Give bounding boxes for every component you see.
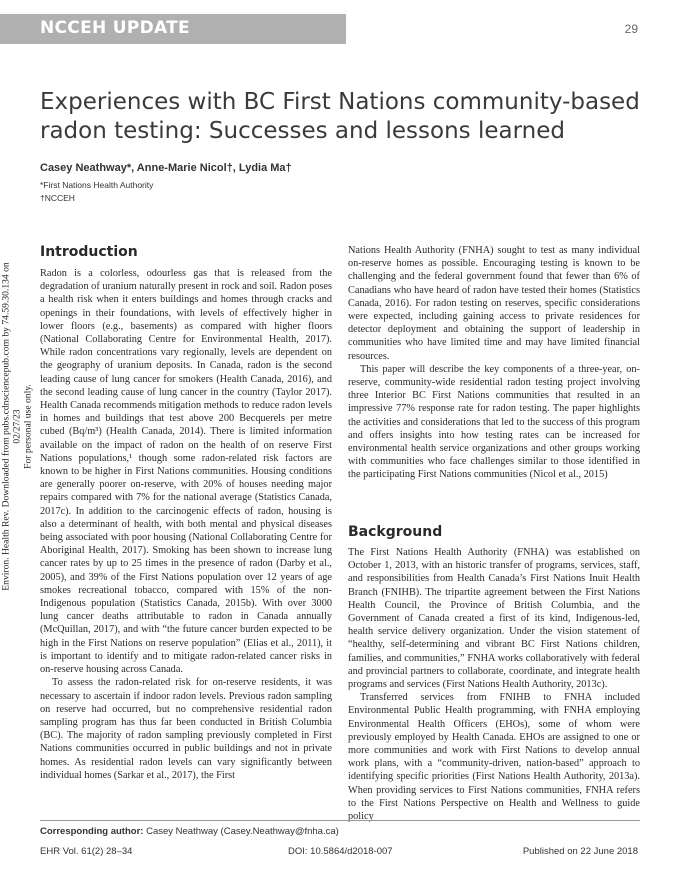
section-banner: [0, 14, 346, 44]
doi: DOI: 10.5864/d2018-007: [288, 846, 393, 857]
paragraph: Transferred services from FNIHB to FNHA included Environmental Public Health programming, with FNHA employing Environmental Health Officers (EHOs), some of whom were previously employed by Health Canada. EHOs are assigned to one or more communities and work with First Nations to develop annual work plans, with a “community-driven, nation-based” approach to identifying specific priorities (First Nations Health Authority, 2013a). When providing services to First Nations communities, FNHA refers to the First Nations Perspective on Health and Wellness to guide policy: [348, 692, 640, 823]
paragraph: Nations Health Authority (FNHA) sought to test as many individual on-reserve homes as possible. Encouraging testing is known to be challenging and the federal government found that fewer than 6% of Canadians who have heard of radon have tested their homes (Statistics Canada, 2016). For radon testing on reserves, specific considerations were expected, including gaining access to private residences for detector deployment and obtaining the support of leadership in communities who have limited time and may have limited financial resources.: [348, 245, 640, 362]
corresponding-author-contact: Casey Neathway (Casey.Neathway@fnha.ca): [146, 826, 339, 837]
right-column-top: [348, 244, 640, 482]
page-number: 29: [624, 22, 638, 36]
corresponding-author-label: Corresponding author:: [40, 826, 144, 837]
corresponding-author: [40, 826, 640, 837]
publication-date: Published on 22 June 2018: [522, 846, 638, 857]
affiliation: †NCCEH: [40, 193, 75, 203]
banner-label: NCCEH UPDATE: [40, 18, 190, 38]
right-column-bottom: [348, 546, 640, 823]
section-heading-introduction: Introduction: [40, 244, 138, 260]
affiliation: *First Nations Health Authority: [40, 180, 154, 190]
paragraph: The First Nations Health Authority (FNHA) was established on October 1, 2013, with an historic transfer of programs, services, staff, and responsibilities from Health Canada’s First Nations Inuit Health Branch (FNIHB). The tripartite agreement between the First Nations Health Council, the Province of British Columbia, and the Government of Canada created a first of its kind, Indigenous-led, health service delivery organization. Under the vision statement of “healthy, self-determining and vibrant BC First Nations children, families, and communities,” FNHA works collaboratively with federal and provincial partners to collaborate, coordinate, and integrate health programs and services (First Nations Health Authority, 2013c).: [348, 547, 640, 691]
paragraph: Radon is a colorless, odourless gas that is released from the degradation of uranium naturally present in rock and soil. Radon poses a health risk when it enters buildings and homes through cracks and openings in their foundations, with levels of effectively higher in lower floors (e.g., basements) as compared with higher floors (National Collaborating Centre for Environmental Health, 2017). While radon concentrations vary regionally, levels are dependent on the geography of uranium deposits. In Canada, radon is the second leading cause of lung cancer for smokers (Health Canada, 2016), and the second leading cause of lung cancer in the country (Taylor 2017). Health Canada recommends mitigation methods to reduce radon levels in homes and buildings that test above 200 Becquerels per metre cubed (Bq/m³) (Health Canada, 2014). There is limited information available on the impact of radon on the health of on reserve First Nations populations,¹ though some radon-related risk factors are known to be higher in First Nations communities. Housing conditions are generally poorer on-reserve, with 20% of houses needing major repairs compared with 7% for the national average (Statistics Canada, 2017c). In addition to the carcinogenic effects of radon, housing is also a determinant of health, with both mental and physical diseases being associated with poor housing (National Collaborating Centre for Aboriginal Health, 2017). Smoking has been shown to increase lung cancer rates by up to 25 times in the presence of radon (Darby et al., 2005), and 39% of the First Nations population over 12 years of age smokes recreational tobacco, compared with 15% of the non-Indigenous population (Statistics Canada, 2015b). With over 3000 lung cancer deaths attributable to radon in Canada annually (McQuillan, 2017), and with “the future cancer burden expected to be high in the First Nations on reserve population” (Elias et al., 2011), it is important to identify and to mitigate radon-related cancer risks in on-reserve housing across Canada.: [40, 268, 332, 676]
download-notice: [0, 250, 34, 600]
journal-volume: EHR Vol. 61(2) 28–34: [40, 846, 133, 857]
download-notice-line1: Environ. Health Rev. Downloaded from pubs.cdnsciencepub.com by 74.59.30.134 on 02/27/23: [0, 262, 23, 591]
footer-divider: [40, 820, 640, 821]
download-notice-line2: For personal use only.: [22, 384, 34, 469]
left-column: [40, 267, 332, 782]
article-title: Experiences with BC First Nations community-based radon testing: Successes and lessons learned: [40, 89, 640, 144]
author-list: Casey Neathway*, Anne-Marie Nicol†, Lydia Ma†: [40, 162, 292, 174]
section-heading-background: Background: [348, 524, 443, 540]
paragraph: To assess the radon-related risk for on-reserve residents, it was necessary to ascertain if indoor radon levels. Previous radon sampling on reserve had occurred, but no comprehensive residential radon sampling program has thus far been conducted in British Columbia (BC). The majority of radon sampling previously completed in First Nations communities occurred in public buildings and not in private homes. As residential radon levels can vary significantly between individual homes (Sarkar et al., 2017), the First: [40, 677, 332, 781]
paragraph: This paper will describe the key components of a three-year, on-reserve, community-wide residential radon testing project involving three Interior BC First Nations communities that resulted in an impressive 77% response rate for radon testing. The paper highlights the activities and considerations that led to the success of this program and offers insights into how testing rates can be increased for environmental health service organizations and other groups working with communities who face challenges similar to those identified in the participating First Nations communities (Nicol et al., 2015): [348, 363, 640, 481]
